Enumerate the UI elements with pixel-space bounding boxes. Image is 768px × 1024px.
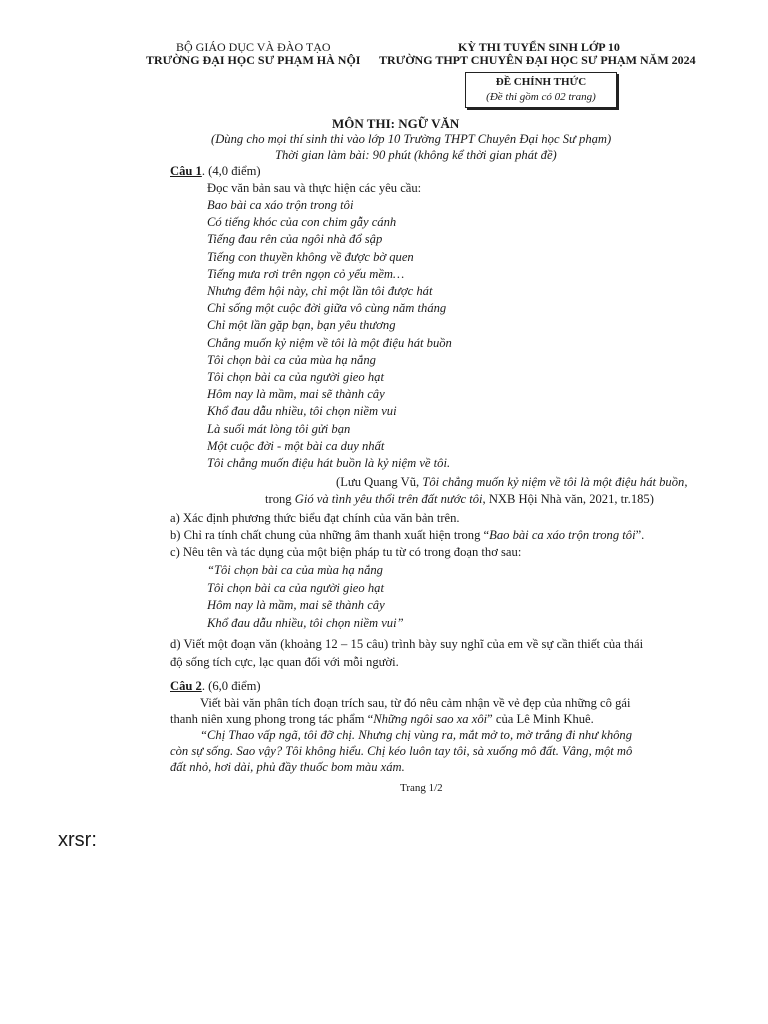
question-1d-line-2: độ sống tích cực, lạc quan đối với mỗi người. [170, 655, 399, 669]
university-name: TRƯỜNG ĐẠI HỌC SƯ PHẠM HÀ NỘI [146, 53, 361, 67]
page-number: Trang 1/2 [400, 782, 443, 794]
poem-line: Hôm nay là mầm, mai sẽ thành cây [207, 387, 385, 402]
exam-name: KỲ THI TUYỂN SINH LỚP 10 [458, 40, 620, 54]
poem-line: Chỉ một lần gặp bạn, bạn yêu thương [207, 318, 396, 333]
quoted-stanza [207, 562, 404, 632]
poem-line: Tôi chọn bài ca của người gieo hạt [207, 370, 384, 385]
poem-line: Có tiếng khóc của con chim gẫy cánh [207, 215, 397, 230]
source-book-title: Gió và tình yêu thổi trên đất nước tôi [294, 492, 483, 506]
question-2-work-title: Những ngôi sao xa xôi [373, 712, 488, 726]
question-2-label: Câu 2 [170, 679, 202, 693]
stanza-line: “Tôi chọn bài ca của mùa hạ nắng [207, 563, 383, 577]
question-2-line-1: Viết bài văn phân tích đoạn trích sau, từ đó nêu cảm nhận về vẻ đẹp của những cô gái [200, 696, 631, 710]
poem-line: Khổ đau dẫu nhiều, tôi chọn niềm vui [207, 404, 397, 419]
poem-line: Tiếng con thuyền không về được bờ quen [207, 249, 414, 264]
question-2-line-2 [170, 711, 594, 728]
official-exam-box [465, 72, 617, 108]
poem-line: Tôi chọn bài ca của mùa hạ nắng [207, 352, 376, 367]
ministry-name: BỘ GIÁO DỤC VÀ ĐÀO TẠO [176, 40, 331, 54]
question-1b-quote: Bao bài ca xáo trộn trong tôi [489, 528, 636, 542]
source-author: (Lưu Quang Vũ, [336, 475, 423, 489]
poem-line: Tiếng mưa rơi trên ngọn cỏ yếu mềm… [207, 266, 405, 281]
poem-line: Bao bài ca xáo trộn trong tôi [207, 198, 354, 212]
excerpt-line-1: “Chị Thao vấp ngã, tôi đỡ chị. Nhưng chị vùng ra, mắt mở to, mờ trắng đi như không [200, 728, 633, 742]
poem-line: Nhưng đêm hội này, chỉ một lần tôi được hát [207, 284, 433, 299]
official-note: (Đề thi gồm có 02 trang) [486, 91, 596, 103]
official-title: ĐỀ CHÍNH THỨC [495, 76, 587, 88]
poem-line: Là suối mát lòng tôi gửi bạn [207, 421, 351, 436]
question-2-heading [170, 678, 261, 695]
school-name: TRƯỜNG THPT CHUYÊN ĐẠI HỌC SƯ PHẠM NĂM 2024 [379, 53, 696, 67]
poem-line: Chẳng muốn kỷ niệm về tôi là một điệu hát buồn [207, 335, 452, 350]
question-1-points: . (4,0 điểm) [201, 164, 261, 178]
stanza-line: Tôi chọn bài ca của người gieo hạt [207, 580, 384, 595]
poem-line: Tôi chẳng muốn điệu hát buồn là kỷ niệm về tôi. [207, 456, 451, 471]
poem [207, 197, 452, 472]
question-1d-line-1: d) Viết một đoạn văn (khoảng 12 – 15 câu) trình bày suy nghĩ của em về sự cần thiết của thái [170, 637, 644, 651]
poem-line: Một cuộc đời - một bài ca duy nhất [207, 438, 385, 453]
caption-text: xrsr: [58, 829, 97, 851]
question-1a: a) Xác định phương thức biểu đạt chính của văn bản trên. [170, 511, 460, 525]
subject-title: MÔN THI: NGỮ VĂN [332, 116, 460, 131]
stanza-line: Khổ đau dẫu nhiều, tôi chọn niềm vui” [207, 615, 404, 630]
question-2-text: thanh niên xung phong trong tác phẩm “ [170, 712, 374, 726]
question-1b-end: ”. [635, 528, 645, 542]
source-in: trong [265, 492, 295, 506]
poem-source-line-2 [265, 491, 654, 508]
excerpt-line-3: đất nhỏ, hơi dài, phủ đầy thuốc bom màu xám. [170, 760, 405, 774]
source-sep: , [684, 475, 688, 489]
subject-audience: (Dùng cho mọi thí sinh thi vào lớp 10 Trường THPT Chuyên Đại học Sư phạm) [211, 132, 612, 146]
source-publisher: , NXB Hội Nhà văn, 2021, tr.185) [482, 492, 654, 506]
question-1c: c) Nêu tên và tác dụng của một biện pháp tu từ có trong đoạn thơ sau: [170, 545, 522, 559]
question-1-instruction: Đọc văn bản sau và thực hiện các yêu cầu: [207, 181, 422, 195]
stanza-line: Hôm nay là mầm, mai sẽ thành cây [207, 598, 385, 612]
question-1-heading [170, 163, 261, 180]
poem-line: Chỉ sống một cuộc đời giữa vô cùng năm tháng [207, 301, 447, 316]
excerpt-line-2: còn sự sống. Sao vậy? Tôi không hiểu. Chị kéo luôn tay tôi, sà xuống mô đất. Vâng, một mô [170, 744, 633, 758]
question-1b [170, 527, 644, 544]
poem-line: Tiếng đau rên của ngôi nhà đổ sập [207, 232, 383, 247]
source-poem-title: Tôi chẳng muốn kỷ niệm về tôi là một điệu hát buồn [422, 475, 685, 489]
question-2-author: ” của Lê Minh Khuê. [487, 712, 594, 726]
question-1b-text: b) Chỉ ra tính chất chung của những âm thanh xuất hiện trong “ [170, 528, 490, 542]
question-2-points: . (6,0 điểm) [201, 679, 261, 693]
subject-time: Thời gian làm bài: 90 phút (không kể thời gian phát đề) [275, 148, 557, 162]
poem-source-line-1 [336, 474, 687, 491]
question-1-label: Câu 1 [170, 164, 202, 178]
